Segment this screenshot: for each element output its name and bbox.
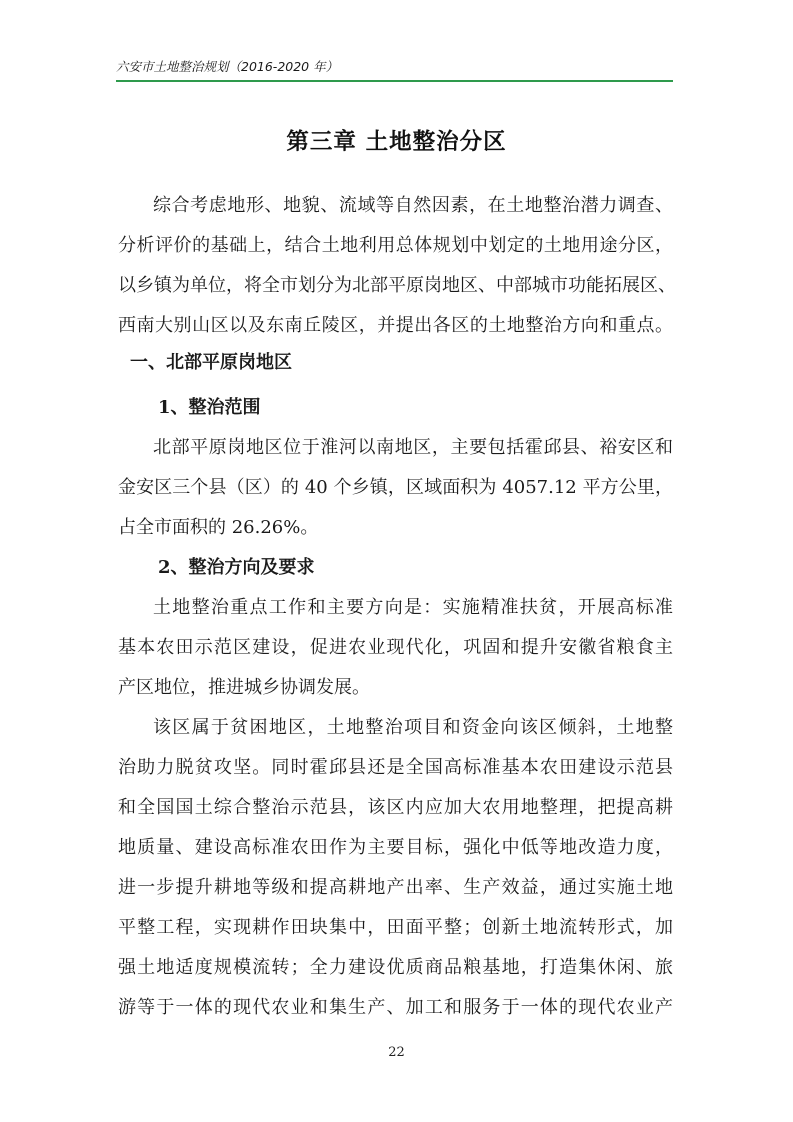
intro-line: 分析评价的基础上，结合土地利用总体规划中划定的土地用途分区， [118,235,673,256]
subsection-heading: 2、整治方向及要求 [158,557,315,578]
body-line: 占全市面积的 26.26%。 [118,517,319,538]
body-line: 基本农田示范区建设，促进农业现代化，巩固和提升安徽省粮食主 [118,637,673,658]
body-line: 强土地适度规模流转；全力建设优质商品粮基地，打造集休闲、旅 [118,957,673,978]
intro-line: 综合考虑地形、地貌、流域等自然因素，在土地整治潜力调查、 [153,195,673,216]
intro-line: 以乡镇为单位，将全市划分为北部平原岗地区、中部城市功能拓展区、 [118,275,676,296]
body-line: 产区地位，推进城乡协调发展。 [118,677,370,698]
body-line: 治助力脱贫攻坚。同时霍邱县还是全国高标准基本农田建设示范县 [118,757,673,778]
chapter-title: 第三章 土地整治分区 [286,129,507,155]
body-line: 游等于一体的现代农业和集生产、加工和服务于一体的现代农业产 [118,997,673,1018]
body-line: 地质量、建设高标准农田作为主要目标，强化中低等地改造力度， [118,837,673,858]
intro-line: 西南大别山区以及东南丘陵区，并提出各区的土地整治方向和重点。 [118,315,673,336]
body-line: 进一步提升耕地等级和提高耕地产出率、生产效益，通过实施土地 [118,877,673,898]
body-line: 北部平原岗地区位于淮河以南地区，主要包括霍邱县、裕安区和 [153,437,673,458]
header-rule [116,80,673,82]
body-line: 和全国国土综合整治示范县，该区内应加大农用地整理，把提高耕 [118,797,673,818]
page-number: 22 [388,1045,405,1060]
body-line: 土地整治重点工作和主要方向是：实施精准扶贫，开展高标准 [153,597,673,618]
body-line: 平整工程，实现耕作田块集中，田面平整；创新土地流转形式，加 [118,917,673,938]
subsection-heading: 1、整治范围 [158,397,261,418]
body-line: 金安区三个县（区）的 40 个乡镇，区域面积为 4057.12 平方公里， [118,477,673,498]
running-header: 六安市土地整治规划（2016-2020 年） [116,59,339,74]
body-line: 该区属于贫困地区，土地整治项目和资金向该区倾斜，土地整 [153,717,673,738]
section-heading: 一、北部平原岗地区 [130,352,292,373]
